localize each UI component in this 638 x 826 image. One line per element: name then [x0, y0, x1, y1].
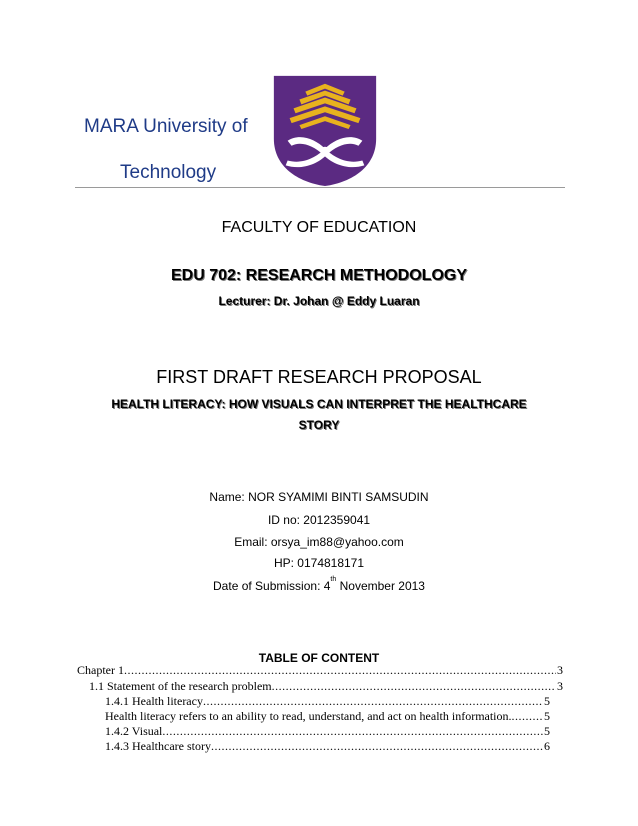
submission-date-suffix: November 2013 — [336, 579, 425, 593]
toc-entry-label: Health literacy refers to an ability to read, understand, and act on health information. — [105, 709, 512, 723]
toc-entry-label: 1.4.2 Visual — [105, 724, 163, 738]
toc-entry[interactable] — [77, 663, 563, 678]
submission-date-prefix: Date of Submission: 4 — [213, 579, 331, 593]
toc-entry-page: 3 — [557, 663, 563, 677]
toc-entry[interactable] — [105, 694, 550, 709]
toc-entry[interactable] — [105, 724, 550, 739]
toc-entry-page: 3 — [557, 679, 563, 693]
submission-date — [0, 576, 638, 593]
toc-leader — [162, 724, 543, 739]
toc-entry-label: 1.1 Statement of the research problem — [89, 679, 272, 693]
proposal-title-line1: HEALTH LITERACY: HOW VISUALS CAN INTERPRET THE HEALTHCARE — [111, 397, 527, 411]
student-name: Name: NOR SYAMIMI BINTI SAMSUDIN — [209, 490, 429, 504]
toc-entry-label: 1.4.1 Health literacy — [105, 694, 203, 708]
toc-entry[interactable] — [89, 679, 563, 694]
university-name-line2: Technology — [120, 162, 217, 183]
student-phone: HP: 0174818171 — [273, 556, 365, 570]
document-type: FIRST DRAFT RESEARCH PROPOSAL — [156, 367, 482, 387]
toc-entry-page: 5 — [544, 694, 550, 708]
toc-leader — [272, 679, 556, 694]
university-name-line1: MARA University of — [84, 116, 248, 137]
toc-entry-page: 5 — [544, 709, 550, 723]
submission-date-ordinal: th — [330, 576, 337, 583]
toc-entry-page: 6 — [544, 739, 550, 753]
toc-entry[interactable] — [105, 739, 550, 754]
toc-leader — [124, 663, 556, 678]
toc-leader — [211, 739, 543, 754]
proposal-title-line2: STORY — [298, 418, 340, 432]
faculty-name: FACULTY OF EDUCATION — [221, 219, 417, 236]
course-title: EDU 702: RESEARCH METHODOLOGY — [170, 267, 468, 284]
student-id: ID no: 2012359041 — [267, 513, 371, 527]
toc-entry-label: Chapter 1 — [77, 663, 124, 677]
student-email: Email: orsya_im88@yahoo.com — [234, 535, 404, 549]
toc-leader — [512, 709, 543, 724]
toc-entry-page: 5 — [544, 724, 550, 738]
toc-leader — [203, 694, 543, 709]
toc-entry[interactable] — [105, 709, 550, 724]
lecturer-name: Lecturer: Dr. Johan @ Eddy Luaran — [218, 294, 420, 308]
uitm-logo-icon — [266, 70, 384, 188]
toc-entry-label: 1.4.3 Healthcare story — [105, 739, 211, 753]
toc-title: TABLE OF CONTENT — [258, 651, 380, 665]
